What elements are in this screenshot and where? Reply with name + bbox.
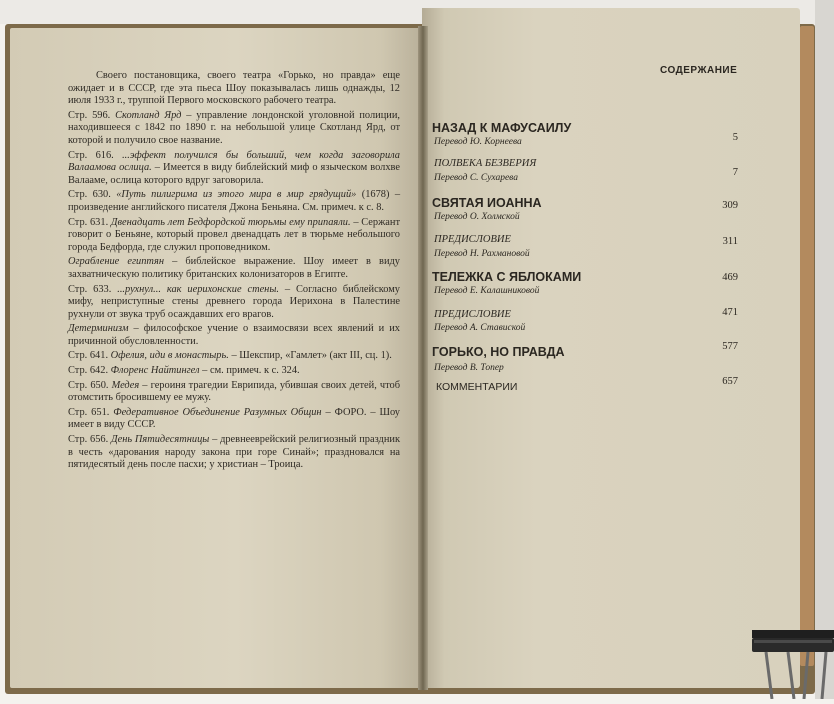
toc-credit: Перевод О. Холмской — [434, 212, 520, 222]
note-text: – Имеется в виду библейский миф о языческом волхве Валааме, ослица которого вдруг заговорила. — [68, 162, 400, 186]
note-term: Офелия, иди в монастырь. — [110, 350, 229, 362]
note-term: Детерминизм — [68, 323, 129, 335]
note-text: – библейское выражение. Шоу имеет в виду захватническую политику британских колонизаторов в Египте. — [68, 256, 400, 280]
book-gutter — [418, 26, 428, 690]
note-page-ref: Стр. 630. — [68, 189, 117, 201]
note-text: – Согласно библейскому мифу, неприступные стены древнего города Иерихона в Палестине рухнули от звука труб осаждавших его врагов. — [68, 283, 400, 320]
toc-credit: Перевод Н. Рахмановой — [434, 249, 530, 259]
note-paragraph — [68, 434, 400, 472]
binder-clip-icon — [752, 630, 834, 699]
note-paragraph — [68, 189, 400, 214]
note-term: День Пятидесятницы — [111, 434, 210, 446]
note-text: – героиня трагедии Еврипида, убившая своих детей, чтоб отомстить бросившему ее мужу. — [68, 379, 400, 404]
toc-page-number: 309 — [722, 200, 738, 211]
note-term: Ограбление египтян — [68, 256, 165, 268]
note-page-ref: Стр. 641. — [68, 350, 111, 362]
toc-page-number: 5 — [732, 132, 738, 143]
book-cover-edge — [800, 26, 814, 666]
note-paragraph — [68, 350, 400, 363]
note-paragraph — [68, 407, 400, 432]
note-paragraph — [68, 284, 400, 322]
toc-page-number: 577 — [722, 341, 738, 352]
toc-page-number: 469 — [722, 272, 738, 283]
note-text: – философское учение о взаимосвязи всех явлений и их причинной обусловленности. — [68, 323, 400, 347]
contents-heading: СОДЕРЖАНИЕ — [660, 65, 738, 76]
note-paragraph — [68, 150, 400, 188]
toc-subtitle: ПРЕДИСЛОВИЕ — [434, 309, 511, 320]
toc-page-number: 657 — [722, 376, 738, 387]
note-page-ref: Стр. 633. — [68, 283, 118, 295]
note-page-ref: Стр. 651. — [68, 406, 114, 418]
note-page-ref: Стр. 656. — [68, 434, 111, 446]
toc-credit: Перевод А. Ставиской — [434, 323, 526, 333]
note-page-ref: Стр. 596. — [68, 109, 116, 121]
note-paragraph — [68, 110, 400, 148]
note-term: Скотланд Ярд — [115, 109, 182, 121]
toc-title: ГОРЬКО, НО ПРАВДА — [432, 345, 565, 359]
toc-credit: Перевод Ю. Корнеева — [434, 137, 522, 147]
note-term: Медея — [111, 379, 140, 391]
note-paragraph — [68, 256, 400, 281]
note-term: Федеративное Объединение Разумных Общин — [113, 406, 322, 418]
note-paragraph — [68, 70, 400, 108]
commentary-notes — [68, 70, 400, 474]
toc-credit: Перевод В. Топер — [434, 363, 504, 373]
toc-credit: Перевод Е. Калашниковой — [434, 286, 540, 296]
note-paragraph — [68, 217, 400, 255]
note-term: «Путь пилигрима из этого мира в мир грядущий» — [116, 189, 357, 201]
note-text: – ФОРО. – Шоу имеет в виду СССР. — [68, 406, 400, 431]
toc-subtitle: ПОЛВЕКА БЕЗВЕРИЯ — [434, 158, 537, 169]
note-text: – управление лондонской уголовной полиции, находившееся с 1842 по 1890 г. на небольшой улице Скотланд Ярд, от которой и получило свое название. — [68, 109, 400, 146]
note-page-ref: Стр. 642. — [68, 365, 111, 377]
toc-title: СВЯТАЯ ИОАННА — [432, 196, 542, 210]
note-paragraph — [68, 323, 400, 348]
note-term: Флоренс Найтингел — [110, 365, 200, 377]
note-term: Двенадцать лет Бедфордской тюрьмы ему припаяли. — [110, 216, 351, 228]
note-page-ref: Стр. 631. — [68, 216, 111, 228]
toc-title: ТЕЛЕЖКА С ЯБЛОКАМИ — [432, 270, 582, 284]
note-text: Своего постановщика, своего театра «Горько, но правда» еще ожидает и в СССР, где эта пьеса Шоу показывалась лишь однажды, 12 июля 1933 г., труппой Первого московского рабочего театра. — [68, 70, 400, 107]
note-paragraph — [68, 365, 400, 378]
background-wall-right — [815, 0, 834, 699]
toc-credit: Перевод С. Сухарева — [434, 173, 518, 183]
note-text: – см. примеч. к с. 324. — [199, 365, 300, 377]
toc-page-number: 311 — [722, 236, 738, 247]
toc-title: НАЗАД К МАФУСАИЛУ — [432, 121, 572, 135]
note-page-ref: Стр. 616. — [68, 149, 123, 161]
note-page-ref: Стр. 650. — [68, 379, 112, 391]
toc-subtitle: ПРЕДИСЛОВИЕ — [434, 234, 511, 245]
toc-page-number: 7 — [732, 167, 738, 178]
note-paragraph — [68, 380, 400, 405]
note-text: – Шекспир, «Гамлет» (акт III, сц. 1). — [228, 350, 392, 362]
note-term: ...рухнул... как иерихонские стены. — [117, 283, 279, 295]
note-text: – Сержант говорит о Беньяне, который провел двенадцать лет в тюрьме небольшого города Бедфорда, где служил проповедником. — [68, 216, 401, 253]
toc-title: КОММЕНТАРИИ — [436, 381, 518, 393]
note-text: (1678) – произведение английского писателя Джона Беньяна. См. примеч. к с. 8. — [68, 189, 401, 213]
note-text: – древнееврейский религиозный праздник в честь «дарования народу закона при горе Синай»; праздновался на пятидесятый день после пасхи; у христиан – Троица. — [68, 434, 400, 471]
toc-page-number: 471 — [722, 307, 738, 318]
note-term: ...эффект получился бы больший, чем когда заговорила Валаамова ослица. — [68, 149, 400, 174]
